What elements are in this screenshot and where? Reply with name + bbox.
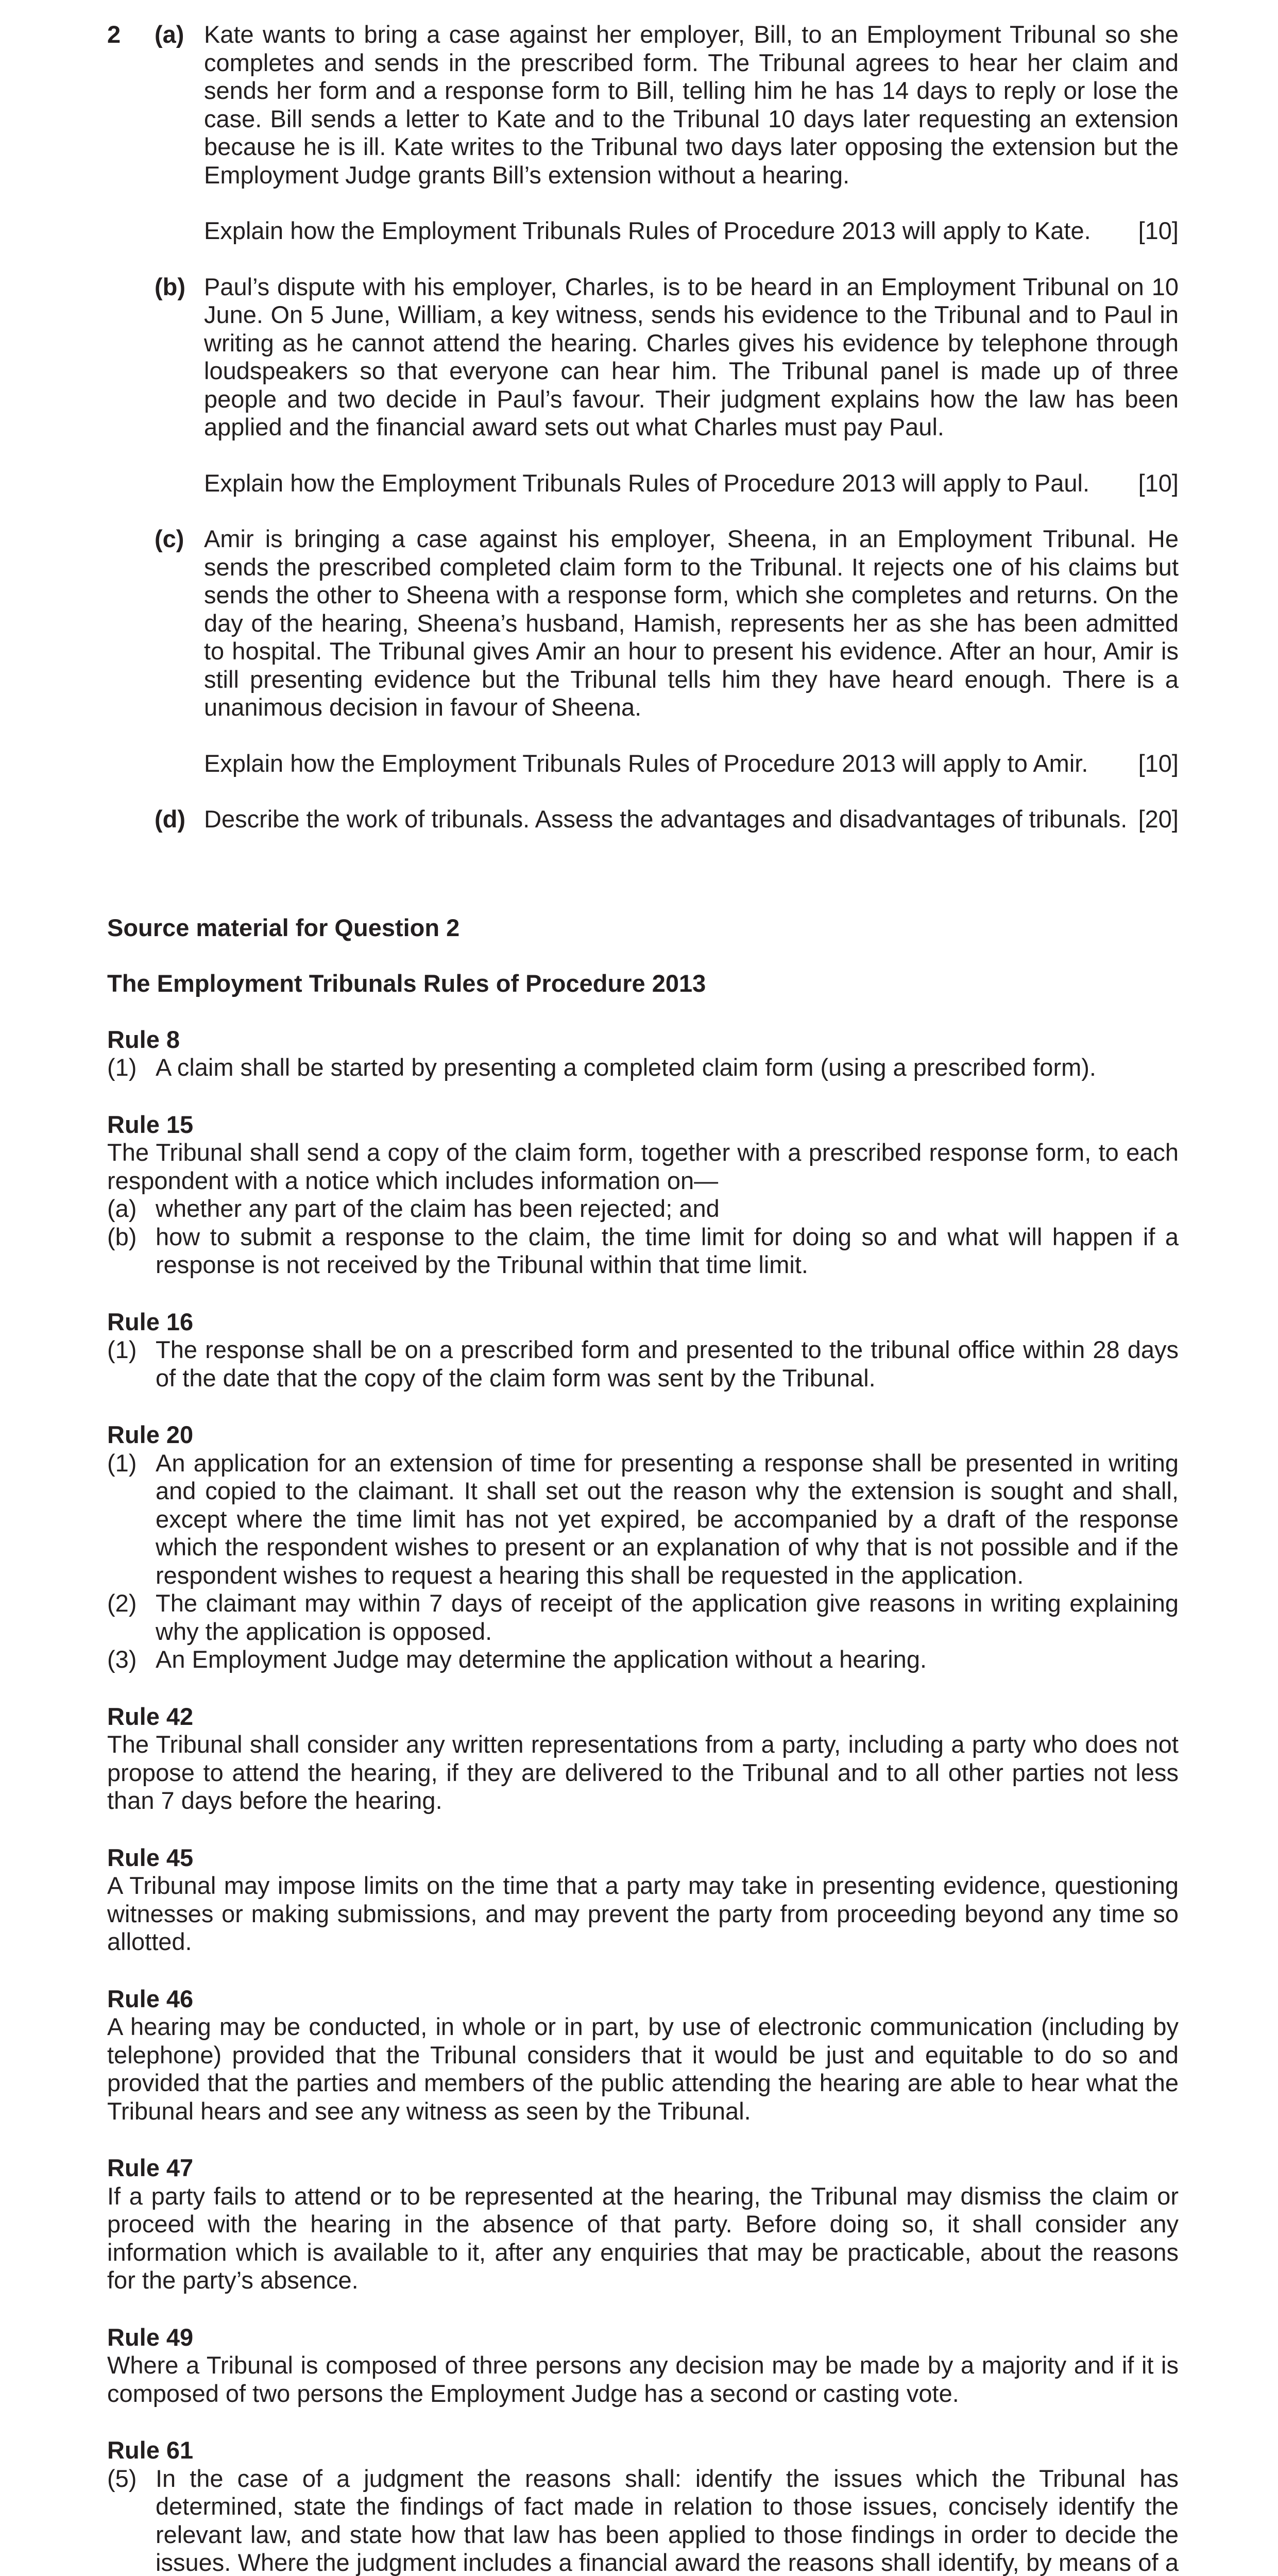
rule-title: Rule 42: [107, 1703, 1179, 1731]
marks: [20]: [1138, 805, 1179, 834]
marks: [10]: [1138, 217, 1179, 245]
instruction-text: Explain how the Employment Tribunals Rules of Procedure 2013 will apply to Kate.: [204, 217, 1091, 244]
source-heading: Source material for Question 2: [107, 914, 1179, 942]
item-label: (b): [107, 1223, 137, 1251]
rule-item: [107, 1449, 1179, 1590]
item-text: whether any part of the claim has been rejected; and: [156, 1195, 1179, 1223]
part-b: [107, 273, 1179, 498]
instruction-text: Explain how the Employment Tribunals Rules of Procedure 2013 will apply to Amir.: [204, 750, 1088, 777]
item-label: (1): [107, 1054, 137, 1082]
rule-20: [107, 1421, 1179, 1674]
rule-item: [107, 1223, 1179, 1279]
rule-text: A hearing may be conducted, in whole or in part, by use of electronic communication (including by telephone) provided that the Tribunal considers that it would be just and equitable to do so and provided that the parties and members of the public attending the hearing are able to hear what the Tribunal hears and see any witness as seen by the Tribunal.: [107, 2013, 1179, 2125]
part-scenario: Paul’s dispute with his employer, Charles, is to be heard in an Employment Tribunal on 10 June. On 5 June, William, a key witness, sends his evidence to the Tribunal and to Paul in writing as he cannot attend the hearing. Charles gives his evidence by telephone through loudspeakers so that everyone can hear him. The Tribunal panel is made up of three people and two decide in Paul’s favour. Their judgment explains how the law has been applied and the financial award sets out what Charles must pay Paul.: [204, 273, 1179, 442]
item-text: An application for an extension of time for presenting a response shall be presented in writing and copied to the claimant. It shall set out the reason why the extension is sought and shall, except where the time limit has not yet expired, be accompanied by a draft of the response which the respondent wishes to present or an explanation of why that is not possible and if the respondent wishes to request a hearing this shall be requested in the application.: [156, 1449, 1179, 1590]
rule-46: [107, 1985, 1179, 2126]
rule-45: [107, 1844, 1179, 1956]
part-c: [107, 525, 1179, 777]
rule-item: [107, 1054, 1179, 1082]
item-text: how to submit a response to the claim, the time limit for doing so and what will happen if a response is not received by the Tribunal within that time limit.: [156, 1223, 1179, 1279]
rule-title: Rule 61: [107, 2436, 1179, 2465]
question-number: 2: [107, 21, 121, 49]
item-text: The claimant may within 7 days of receipt of the application give reasons in writing explaining why the application is opposed.: [156, 1589, 1179, 1646]
exam-page: [107, 21, 1179, 2576]
item-text: The response shall be on a prescribed form and presented to the tribunal office within 28 days of the date that the copy of the claim form was sent by the Tribunal.: [156, 1336, 1179, 1392]
item-text: In the case of a judgment the reasons shall: identify the issues which the Tribunal has determined, state the findings of fact made in relation to those issues, concisely identify the relevant law, and state how that law has been applied to those findings in order to decide the issues. Where the judgment includes a financial award the reasons shall identify, by means of a: [156, 2465, 1179, 2576]
part-scenario: Kate wants to bring a case against her employer, Bill, to an Employment Tribunal so she completes and sends in the prescribed form. The Tribunal agrees to hear her claim and sends her form and a response form to Bill, telling him he has 14 days to reply or lose the case. Bill sends a letter to Kate and to the Tribunal 10 days later requesting an extension because he is ill. Kate writes to the Tribunal two days later opposing the extension but the Employment Judge grants Bill’s extension without a hearing.: [204, 21, 1179, 189]
rule-47: [107, 2154, 1179, 2295]
marks: [10]: [1138, 469, 1179, 498]
item-label: (1): [107, 1449, 137, 1478]
part-scenario: Amir is bringing a case against his employer, Sheena, in an Employment Tribunal. He sends the prescribed completed claim form to the Tribunal. It rejects one of his claims but sends the other to Sheena with a response form, which she completes and returns. On the day of the hearing, Sheena’s husband, Hamish, represents her as she has been admitted to hospital. The Tribunal gives Amir an hour to present his evidence. After an hour, Amir is still presenting evidence but the Tribunal tells him they have heard enough. There is a unanimous decision in favour of Sheena.: [204, 525, 1179, 722]
rule-8: [107, 1026, 1179, 1082]
item-label: (a): [107, 1195, 137, 1223]
rule-text: The Tribunal shall consider any written representations from a party, including a party who does not propose to attend the hearing, if they are delivered to the Tribunal and to all other parties not less than 7 days before the hearing.: [107, 1731, 1179, 1815]
rule-text: If a party fails to attend or to be represented at the hearing, the Tribunal may dismiss the claim or proceed with the hearing in the absence of that party. Before doing so, it shall consider any information which is available to it, after any enquiries that may be practicable, about the reasons for the party’s absence.: [107, 2182, 1179, 2295]
part-label: (b): [155, 273, 185, 301]
source-subheading: The Employment Tribunals Rules of Procedure 2013: [107, 970, 1179, 998]
part-instruction: [204, 805, 1179, 834]
item-label: (2): [107, 1589, 137, 1618]
question-2: [107, 21, 1179, 834]
instruction-text: Explain how the Employment Tribunals Rules of Procedure 2013 will apply to Paul.: [204, 469, 1089, 497]
rule-49: [107, 2324, 1179, 2408]
part-a: [107, 21, 1179, 245]
rule-item: [107, 1336, 1179, 1392]
part-label: (a): [155, 21, 184, 49]
item-text: A claim shall be started by presenting a completed claim form (using a prescribed form).: [156, 1054, 1179, 1082]
marks: [10]: [1138, 750, 1179, 778]
rule-title: Rule 8: [107, 1026, 1179, 1054]
rule-title: Rule 45: [107, 1844, 1179, 1872]
part-d: [107, 805, 1179, 834]
rule-61: [107, 2436, 1179, 2576]
rule-text: The Tribunal shall send a copy of the claim form, together with a prescribed response form, to each respondent with a notice which includes information on—: [107, 1139, 1179, 1195]
rule-42: [107, 1703, 1179, 1815]
rule-text: Where a Tribunal is composed of three persons any decision may be made by a majority and if it is composed of two persons the Employment Judge has a second or casting vote.: [107, 2351, 1179, 2408]
rule-15: [107, 1111, 1179, 1279]
rule-title: Rule 16: [107, 1308, 1179, 1336]
rule-title: Rule 46: [107, 1985, 1179, 2013]
rule-item: [107, 2465, 1179, 2576]
item-label: (5): [107, 2465, 137, 2493]
rule-title: Rule 20: [107, 1421, 1179, 1449]
part-instruction: [204, 750, 1179, 778]
part-instruction: [204, 217, 1179, 245]
rule-title: Rule 15: [107, 1111, 1179, 1139]
instruction-text: Describe the work of tribunals. Assess the advantages and disadvantages of tribunals.: [204, 805, 1127, 833]
part-label: (c): [155, 525, 184, 553]
part-instruction: [204, 469, 1179, 498]
rule-title: Rule 47: [107, 2154, 1179, 2182]
rule-item: [107, 1195, 1179, 1223]
item-label: (1): [107, 1336, 137, 1364]
rule-title: Rule 49: [107, 2324, 1179, 2352]
rule-16: [107, 1308, 1179, 1393]
rule-text: A Tribunal may impose limits on the time that a party may take in presenting evidence, questioning witnesses or making submissions, and may prevent the party from proceeding beyond any time so allotted.: [107, 1872, 1179, 1956]
part-label: (d): [155, 805, 185, 834]
item-text: An Employment Judge may determine the application without a hearing.: [156, 1646, 1179, 1674]
item-label: (3): [107, 1646, 137, 1674]
rule-item: [107, 1589, 1179, 1646]
rule-item: [107, 1646, 1179, 1674]
